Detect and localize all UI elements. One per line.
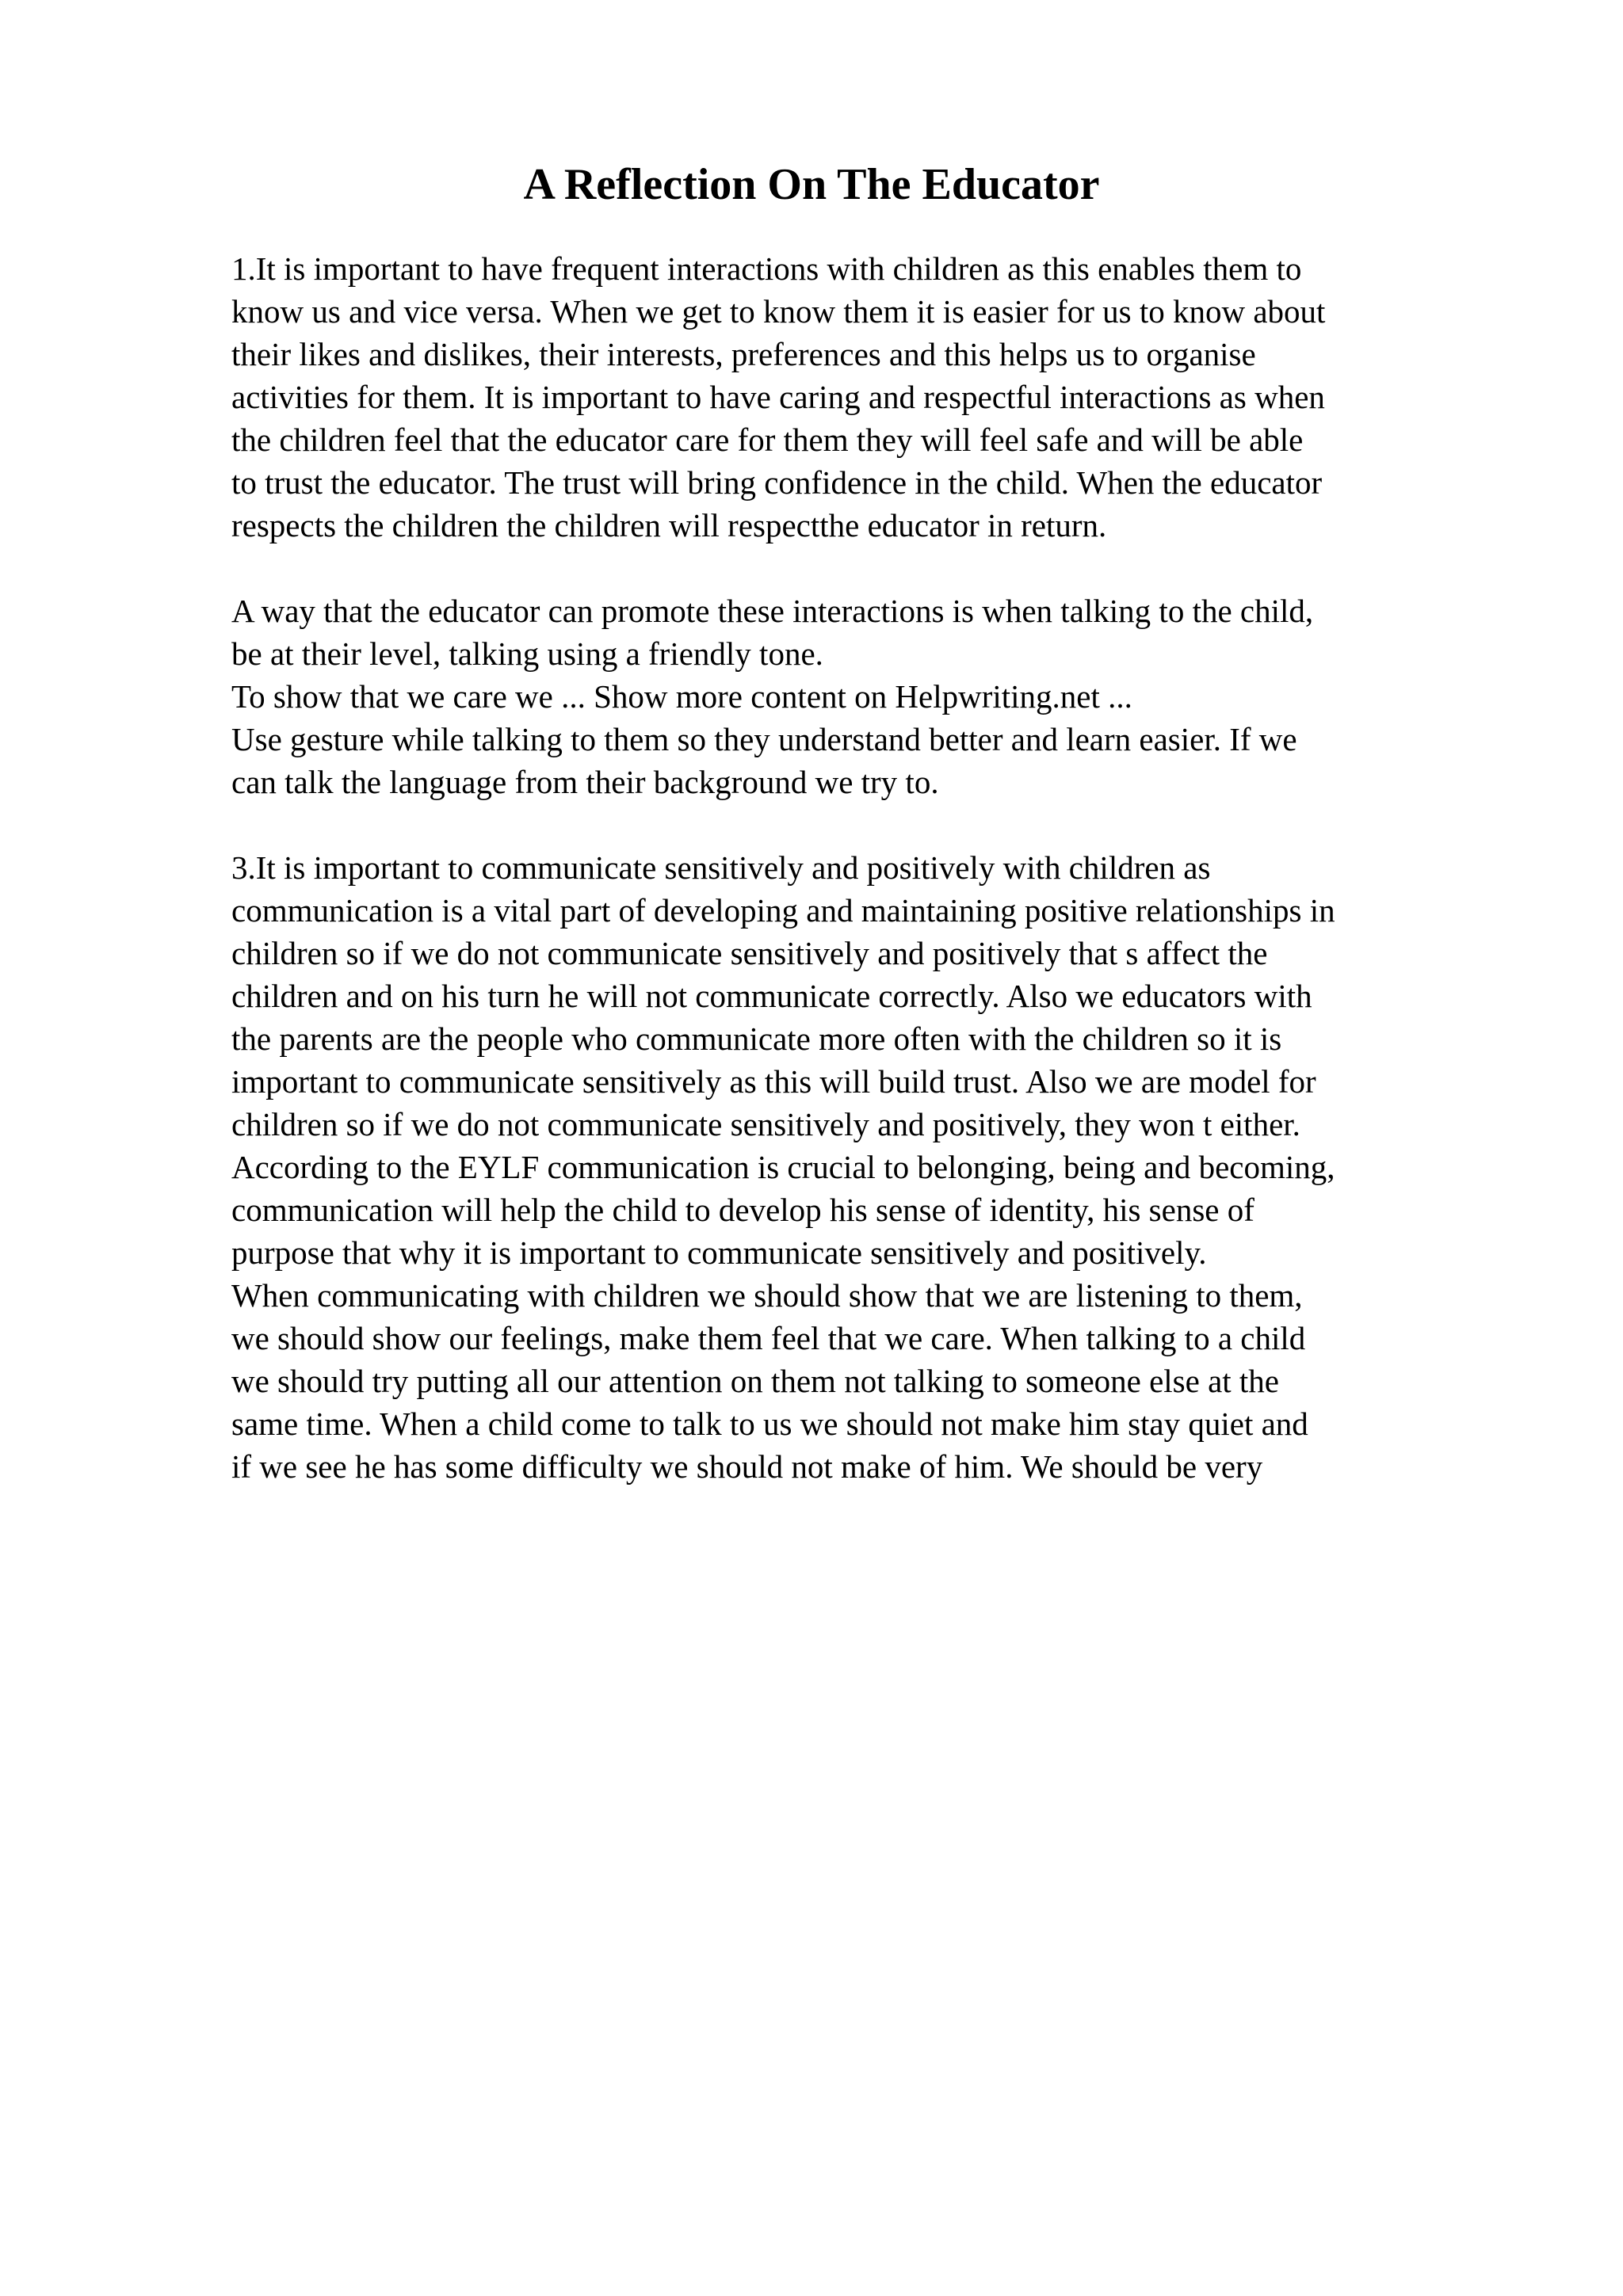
- text-line: purpose that why it is important to communicate sensitively and positively.: [231, 1234, 1207, 1271]
- text-line: respects the children the children will respectthe educator in return.: [231, 507, 1107, 543]
- paragraph-2: [231, 589, 1515, 803]
- text-line: to trust the educator. The trust will bring confidence in the child. When the educator: [231, 464, 1323, 501]
- document-title: A Reflection On The Educator: [523, 160, 1100, 209]
- text-line: children so if we do not communicate sensitively and positively, they won t either.: [231, 1106, 1300, 1142]
- text-line: if we see he has some difficulty we should not make of him. We should be very: [231, 1448, 1263, 1485]
- paragraph-spacer: [231, 547, 1515, 589]
- text-line: communication is a vital part of developing and maintaining positive relationships in: [231, 892, 1335, 929]
- text-line: Use gesture while talking to them so they understand better and learn easier. If we: [231, 721, 1297, 757]
- document-body: [231, 247, 1515, 1488]
- show-more-notice: To show that we care we ... Show more content on Helpwriting.net ...: [231, 678, 1132, 715]
- text-line: 1.It is important to have frequent interactions with children as this enables them to: [231, 250, 1302, 287]
- text-line: we should try putting all our attention on them not talking to someone else at the: [231, 1363, 1280, 1399]
- text-line: important to communicate sensitively as this will build trust. Also we are model for: [231, 1063, 1316, 1100]
- text-line: 3.It is important to communicate sensitively and positively with children as: [231, 849, 1211, 886]
- text-line: activities for them. It is important to have caring and respectful interactions as when: [231, 379, 1325, 415]
- text-line: can talk the language from their background we try to.: [231, 764, 939, 800]
- text-line: be at their level, talking using a friendly tone.: [231, 635, 823, 672]
- text-line: children and on his turn he will not communicate correctly. Also we educators with: [231, 978, 1312, 1014]
- text-line: When communicating with children we should show that we are listening to them,: [231, 1277, 1303, 1314]
- text-line: children so if we do not communicate sensitively and positively that s affect the: [231, 935, 1268, 971]
- text-line: A way that the educator can promote these interactions is when talking to the child,: [231, 593, 1314, 629]
- text-line: same time. When a child come to talk to us we should not make him stay quiet and: [231, 1405, 1308, 1442]
- text-line: the children feel that the educator care for them they will feel safe and will be able: [231, 421, 1304, 458]
- text-line: we should show our feelings, make them feel that we care. When talking to a child: [231, 1320, 1306, 1356]
- text-line: According to the EYLF communication is crucial to belonging, being and becoming,: [231, 1149, 1335, 1185]
- paragraph-1: [231, 247, 1515, 547]
- text-line: know us and vice versa. When we get to know them it is easier for us to know about: [231, 293, 1326, 330]
- paragraph-3: [231, 846, 1515, 1488]
- text-line: communication will help the child to develop his sense of identity, his sense of: [231, 1192, 1254, 1228]
- paragraph-spacer: [231, 803, 1515, 846]
- text-line: their likes and dislikes, their interests, preferences and this helps us to organise: [231, 336, 1256, 372]
- text-line: the parents are the people who communicate more often with the children so it is: [231, 1020, 1282, 1057]
